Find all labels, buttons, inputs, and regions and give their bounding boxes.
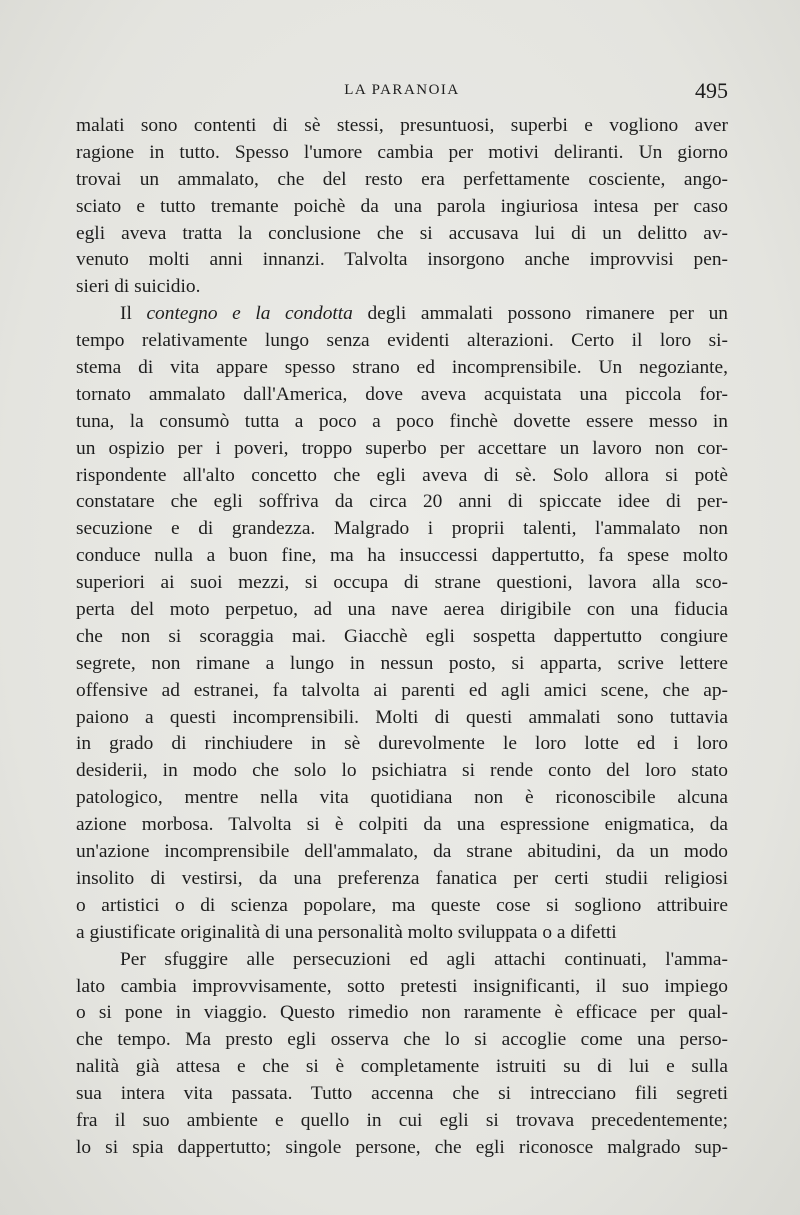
text-line: stema di vita appare spesso strano ed incomprensibile. Un negoziante, [76, 357, 728, 379]
text-line: sciato e tutto tremante poichè da una parola ingiuriosa intesa per caso [76, 195, 728, 217]
text-line: segrete, non rimane a lungo in nessun posto, si apparta, scrive lettere [76, 652, 728, 674]
text-line: egli aveva tratta la conclusione che si accusava lui di un delitto av- [76, 222, 728, 244]
text-line: desiderii, in modo che solo lo psichiatra si rende conto del loro stato [76, 760, 728, 782]
text-line: perta del moto perpetuo, ad una nave aerea dirigibile con una fiducia [76, 599, 728, 621]
text-line: sua intera vita passata. Tutto accenna che si intrecciano fili segreti [76, 1083, 728, 1105]
text-line: venuto molti anni innanzi. Talvolta insorgono anche improvvisi pen- [76, 249, 728, 271]
text-line: che tempo. Ma presto egli osserva che lo si accoglie come una perso- [76, 1029, 728, 1051]
text-run: degli ammalati possono rimanere per un [352, 303, 728, 325]
text-line: lato cambia improvvisamente, sotto pretesti insignificanti, il suo impiego [76, 975, 728, 997]
body-text [76, 113, 728, 1162]
text-line: superiori ai suoi mezzi, si occupa di strane questioni, lavora alla sco- [76, 572, 728, 594]
text-line: conduce nulla a buon fine, ma ha insuccessi dappertutto, fa spese molto [76, 545, 728, 567]
text-line: azione morbosa. Talvolta si è colpiti da una espressione enigmatica, da [76, 814, 728, 836]
paragraph [76, 113, 728, 301]
text-line: trovai un ammalato, che del resto era perfettamente cosciente, ango- [76, 168, 728, 190]
italic-phrase: contegno e la condotta [146, 303, 353, 325]
text-line: fra il suo ambiente e quello in cui egli si trovava precedentemente; [76, 1109, 728, 1131]
paragraph [76, 301, 728, 946]
text-line: o artistici o di scienza popolare, ma queste cose si sogliono attribuire [76, 894, 728, 916]
text-line: in grado di rinchiudere in sè durevolmente le loro lotte ed i loro [76, 733, 728, 755]
running-title: LA PARANOIA [344, 82, 460, 98]
text-line: paiono a questi incomprensibili. Molti di questi ammalati sono tuttavia [76, 706, 728, 728]
text-line: nalità già attesa e che si è completamente istruiti su di lui e sulla [76, 1056, 728, 1078]
text-line: offensive ad estranei, fa talvolta ai parenti ed agli amici scene, che ap- [76, 679, 728, 701]
text-line: un'azione incomprensibile dell'ammalato, da strane abitudini, da un modo [76, 841, 728, 863]
text-line: che non si scoraggia mai. Giacchè egli sospetta dappertutto congiure [76, 625, 728, 647]
text-line: malati sono contenti di sè stessi, presuntuosi, superbi e vogliono aver [76, 115, 728, 136]
text-line: tempo relativamente lungo senza evidenti alterazioni. Certo il loro si- [76, 330, 728, 352]
text-line: patologico, mentre nella vita quotidiana non è riconoscibile alcuna [76, 787, 728, 809]
text-line: secuzione e di grandezza. Malgrado i proprii talenti, l'ammalato non [76, 518, 728, 540]
text-line: un ospizio per i poveri, troppo superbo per accettare un lavoro non cor- [76, 437, 728, 459]
text-line: ragione in tutto. Spesso l'umore cambia per motivi deliranti. Un giorno [76, 141, 728, 163]
text-line: tornato ammalato dall'America, dove aveva acquistata una piccola for- [76, 383, 728, 405]
text-line: sieri di suicidio. [76, 276, 201, 298]
text-line: lo si spia dappertutto; singole persone, che egli riconosce malgrado sup- [76, 1136, 728, 1158]
text-line: Per sfuggire alle persecuzioni ed agli attachi continuati, l'amma- [120, 948, 728, 970]
page-header [76, 78, 728, 108]
text-line: insolito di vestirsi, da una preferenza fanatica per certi studii religiosi [76, 867, 728, 889]
text-line: o si pone in viaggio. Questo rimedio non raramente è efficace per qual- [76, 1002, 728, 1024]
text-line: tuna, la consumò tutta a poco a poco finchè dovette essere messo in [76, 410, 728, 432]
page-number: 495 [695, 78, 728, 103]
text-line: a giustificate originalità di una personalità molto sviluppata o a difetti [76, 921, 617, 943]
paragraph [76, 947, 728, 1162]
text-run: Il [120, 303, 147, 325]
text-line [76, 301, 728, 328]
text-line: rispondente all'alto concetto che egli aveva di sè. Solo allora si potè [76, 464, 728, 486]
text-line: constatare che egli soffriva da circa 20 anni di spiccate idee di per- [76, 491, 728, 513]
